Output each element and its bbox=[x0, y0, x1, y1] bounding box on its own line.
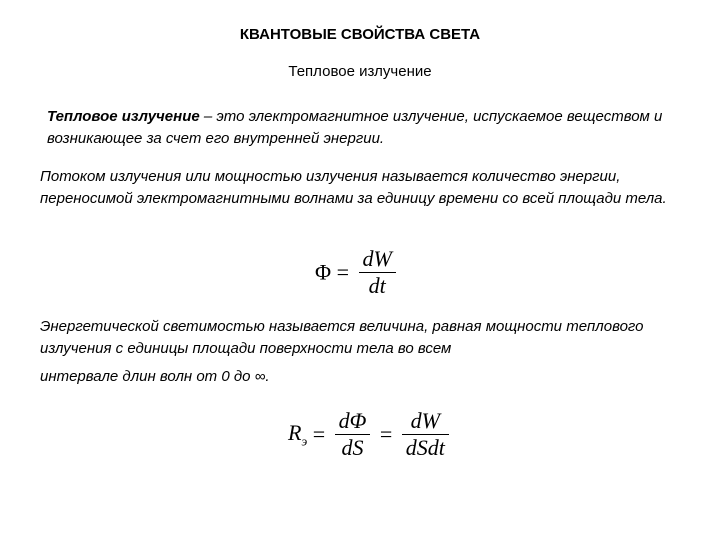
formula-fraction bbox=[359, 246, 396, 299]
luminosity-text-end: интервале длин волн от 0 до ∞. bbox=[40, 368, 270, 385]
page-title: КВАНТОВЫЕ СВОЙСТВА СВЕТА bbox=[239, 26, 481, 43]
formula-lhs: $R_э$ bbox=[288, 419, 308, 449]
flux-paragraph: Потоком излучения или мощностью излучения называется количество энергии, переносимой электромагнитными волнами за единицу времени со всей площади тела. bbox=[40, 168, 667, 207]
definition-text: – это электромагнитное излучение, испускаемое веществом и возникающее за счет его внутренней энергии. bbox=[47, 108, 663, 147]
fraction-numerator: dW bbox=[362, 246, 392, 271]
fraction-denominator: dS bbox=[335, 434, 371, 461]
formula-fraction-2 bbox=[402, 408, 449, 461]
fraction-denominator: dt bbox=[359, 272, 396, 299]
definition-term: Тепловое излучение bbox=[47, 108, 200, 125]
formula-equals: = bbox=[336, 259, 350, 285]
fraction-numerator: dΦ bbox=[338, 408, 367, 433]
formula-lhs: Φ bbox=[315, 259, 332, 285]
formula-lhs-subscript: э bbox=[301, 433, 308, 449]
definition-paragraph bbox=[47, 106, 687, 150]
luminosity-paragraph bbox=[40, 316, 690, 388]
page-subtitle: Тепловое излучение bbox=[288, 63, 432, 80]
formula-equals: = bbox=[312, 421, 326, 447]
luminosity-formula bbox=[288, 408, 453, 461]
formula-fraction-1 bbox=[335, 408, 371, 461]
flux-formula bbox=[315, 246, 400, 299]
fraction-numerator: dW bbox=[410, 408, 440, 433]
fraction-denominator: dSdt bbox=[402, 434, 449, 461]
formula-equals: = bbox=[379, 421, 393, 447]
luminosity-text: Энергетической светимостью называется величина, равная мощности теплового излучения с единицы площади поверхности тела во всем bbox=[40, 318, 644, 357]
